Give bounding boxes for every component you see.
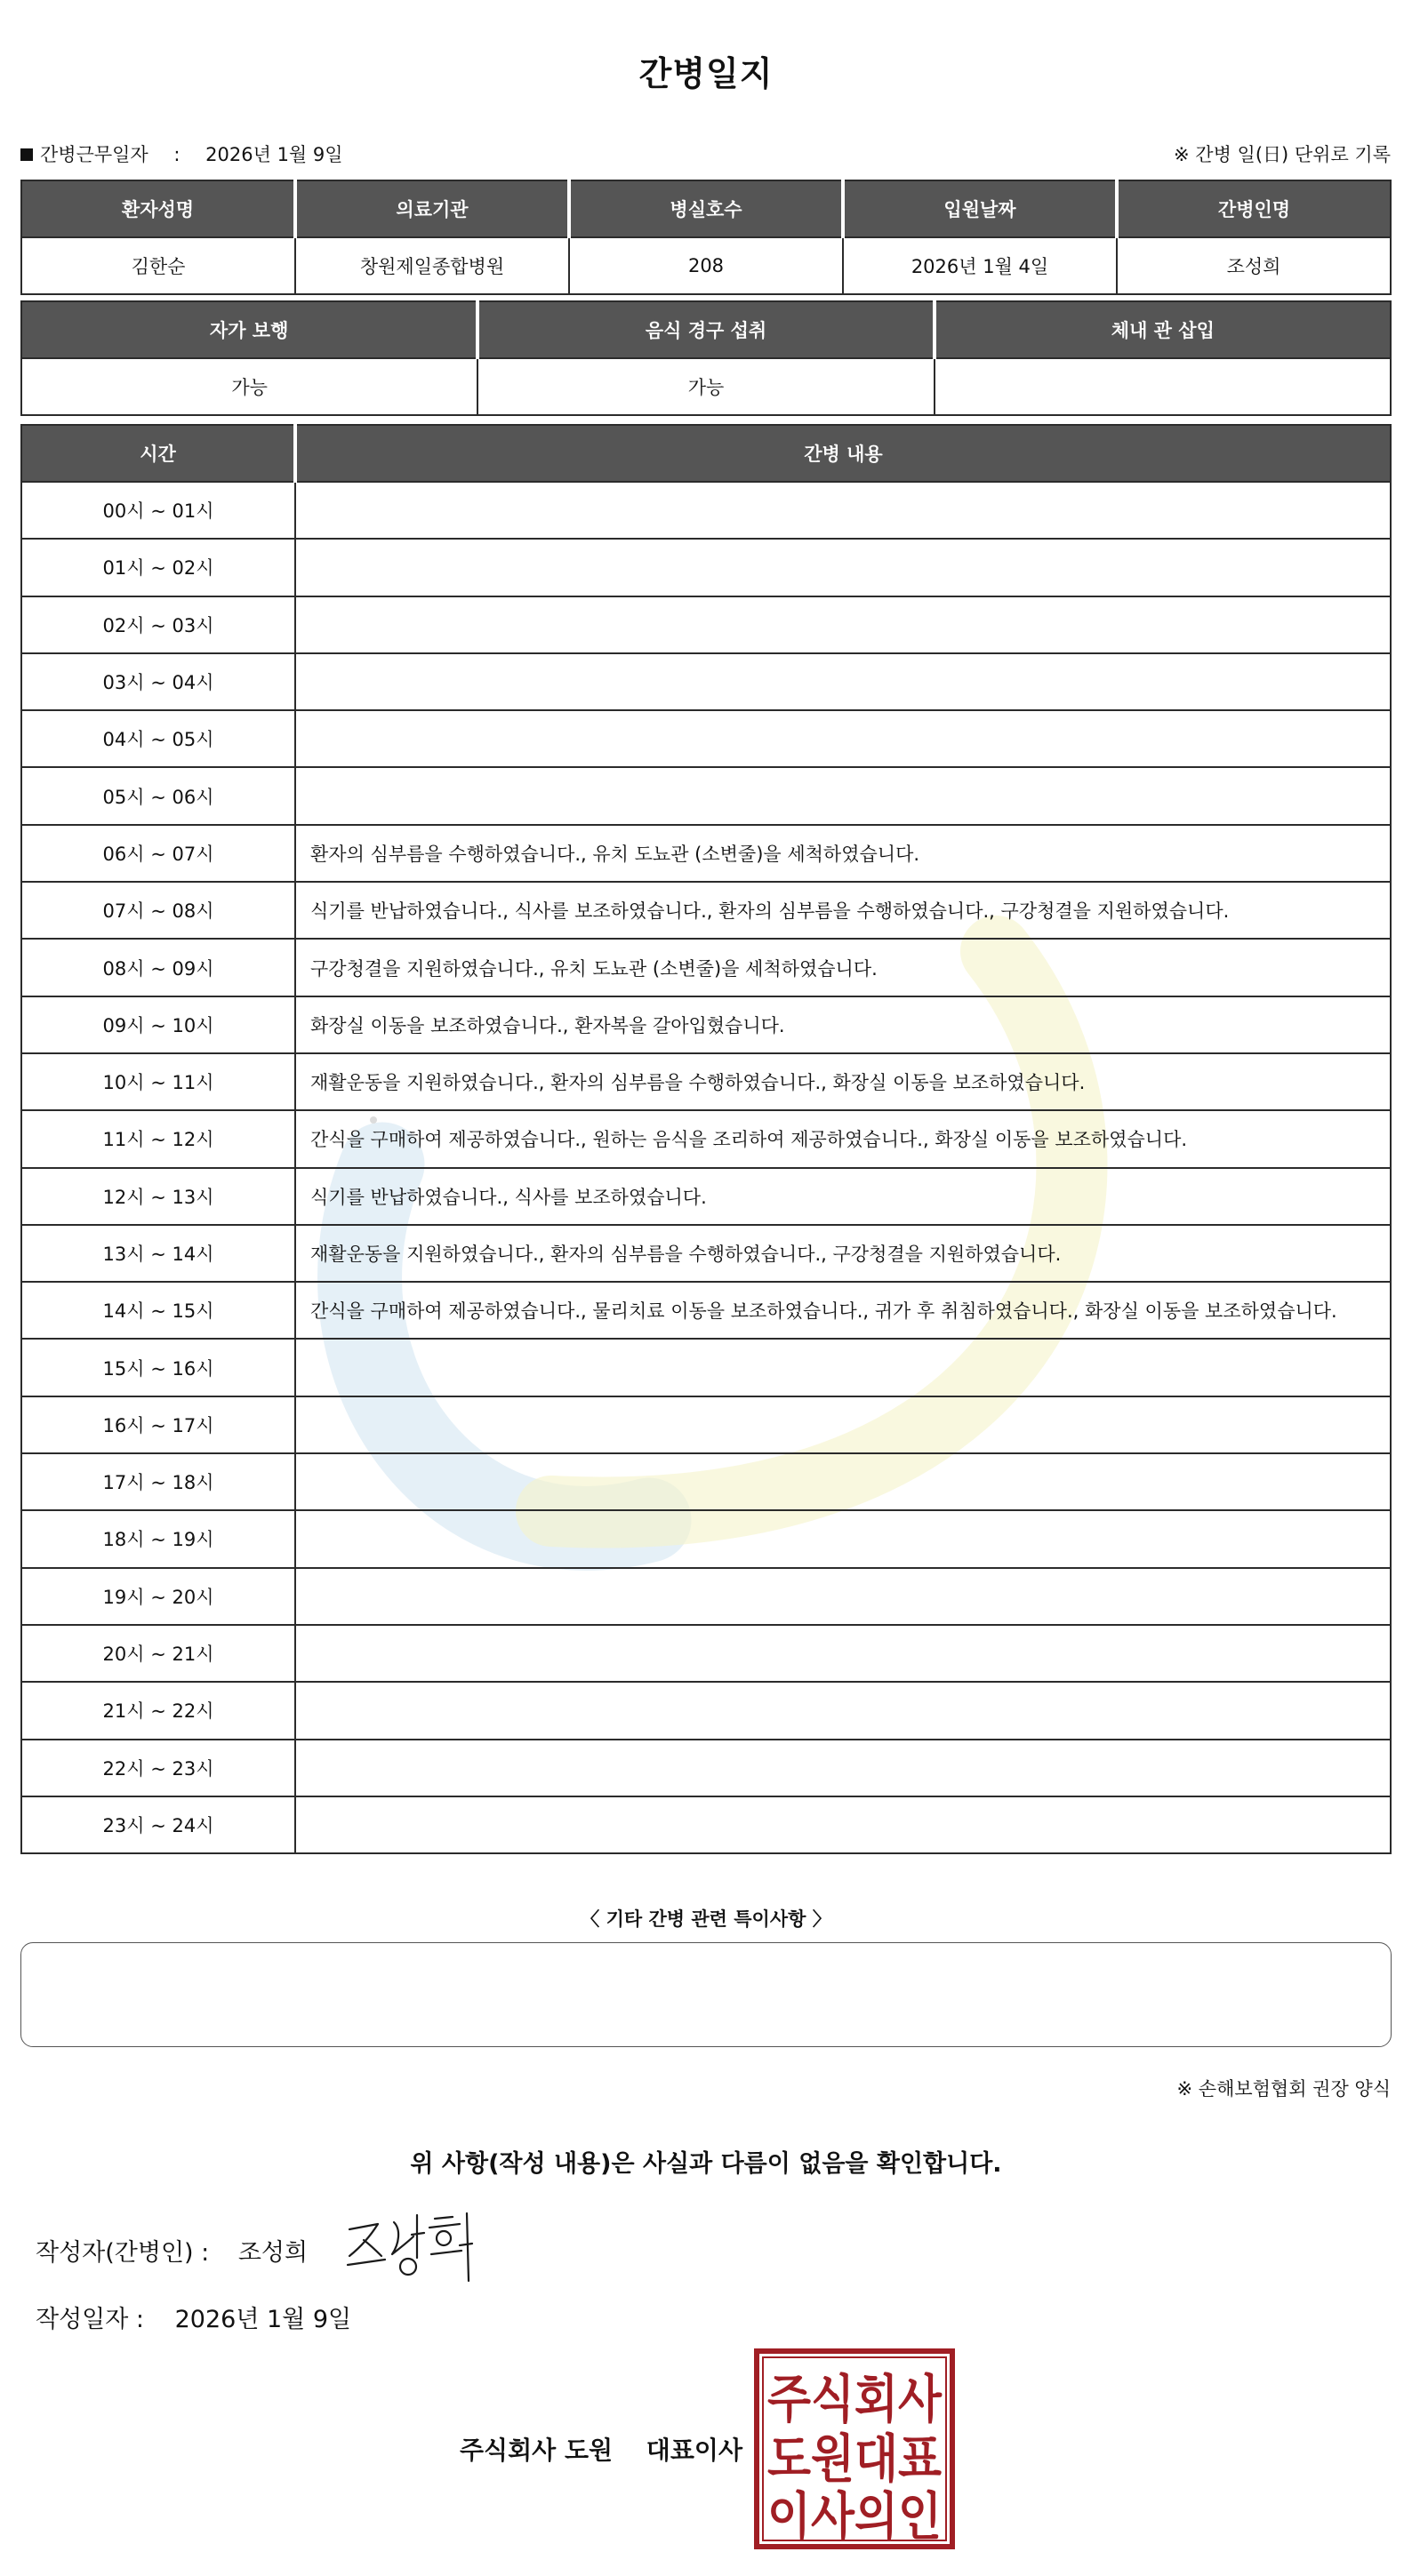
care-log-row — [21, 1453, 1391, 1510]
care-log-content: 식기를 반납하였습니다., 식사를 보조하였습니다. — [295, 1168, 1391, 1225]
care-log-row — [21, 710, 1391, 767]
care-log-time: 10시 ~ 11시 — [21, 1053, 295, 1110]
remarks-title: 〈 기타 간병 관련 특이사항 〉 — [581, 1908, 831, 1930]
patient-info-header-row — [21, 180, 1391, 237]
tube-insertion-value — [935, 358, 1391, 415]
care-log-content — [295, 1396, 1391, 1453]
care-log-row — [21, 939, 1391, 996]
write-date-label: 작성일자 : — [36, 2306, 145, 2333]
care-log-time: 19시 ~ 20시 — [21, 1568, 295, 1625]
work-date-value: 2026년 1월 9일 — [205, 144, 343, 165]
care-log-row — [21, 1053, 1391, 1110]
header-oral-intake: 음식 경구 섭취 — [477, 301, 934, 358]
care-log-table — [20, 424, 1392, 1854]
daily-record-note: ※ 간병 일(日) 단위로 기록 — [1174, 144, 1391, 165]
care-log-time: 05시 ~ 06시 — [21, 767, 295, 824]
care-log-time: 15시 ~ 16시 — [21, 1339, 295, 1396]
care-log-time: 04시 ~ 05시 — [21, 710, 295, 767]
care-log-content — [295, 1796, 1391, 1853]
care-log-content: 재활운동을 지원하였습니다., 환자의 심부름을 수행하였습니다., 화장실 이동을 보조하였습니다. — [295, 1053, 1391, 1110]
care-log-row — [21, 482, 1391, 539]
care-log-content: 간식을 구매하여 제공하였습니다., 물리치료 이동을 보조하였습니다., 귀가 후 취침하였습니다., 화장실 이동을 보조하였습니다. — [295, 1282, 1391, 1339]
header-self-walking: 자가 보행 — [21, 301, 477, 358]
care-log-time: 13시 ~ 14시 — [21, 1225, 295, 1282]
care-log-content — [295, 653, 1391, 710]
company-title: 대표이사 — [646, 2436, 742, 2465]
care-log-row — [21, 1568, 1391, 1625]
care-log-header-row — [21, 425, 1391, 482]
write-date-line — [36, 2300, 351, 2334]
patient-status-value-row — [21, 358, 1391, 415]
page-title: 간병일지 — [638, 54, 774, 93]
seal-line-1: 주식회사 — [767, 2369, 943, 2429]
writer-label: 작성자(간병인) : — [36, 2239, 210, 2267]
association-note: ※ 손해보험협회 권장 양식 — [1176, 2078, 1391, 2100]
care-log-time: 14시 ~ 15시 — [21, 1282, 295, 1339]
care-log-row — [21, 1510, 1391, 1567]
care-log-row — [21, 1625, 1391, 1682]
care-log-row — [21, 825, 1391, 882]
writer-line — [36, 2233, 308, 2268]
care-log-row — [21, 539, 1391, 596]
confirmation-statement: 위 사항(작성 내용)은 사실과 다름이 없음을 확인합니다. — [410, 2150, 1002, 2178]
care-log-time: 16시 ~ 17시 — [21, 1396, 295, 1453]
care-log-content: 화장실 이동을 보조하였습니다., 환자복을 갈아입혔습니다. — [295, 996, 1391, 1053]
care-log-content: 식기를 반납하였습니다., 식사를 보조하였습니다., 환자의 심부름을 수행하였습니다., 구강청결을 지원하였습니다. — [295, 882, 1391, 939]
care-log-content — [295, 482, 1391, 539]
care-log-content — [295, 1740, 1391, 1796]
work-date-line — [20, 140, 343, 167]
care-log-time: 20시 ~ 21시 — [21, 1625, 295, 1682]
care-log-content — [295, 539, 1391, 596]
care-log-time: 11시 ~ 12시 — [21, 1110, 295, 1167]
care-log-time: 17시 ~ 18시 — [21, 1453, 295, 1510]
admission-date-value: 2026년 1월 4일 — [843, 237, 1117, 294]
header-time: 시간 — [21, 425, 295, 482]
care-log-content — [295, 1453, 1391, 1510]
care-log-row — [21, 1282, 1391, 1339]
care-log-row — [21, 1796, 1391, 1853]
header-hospital: 의료기관 — [295, 180, 569, 237]
patient-status-header-row — [21, 301, 1391, 358]
patient-info-table — [20, 180, 1392, 295]
care-log-time: 12시 ~ 13시 — [21, 1168, 295, 1225]
care-log-content — [295, 767, 1391, 824]
seal-line-2: 도원대표 — [767, 2428, 942, 2489]
care-log-time: 18시 ~ 19시 — [21, 1510, 295, 1567]
patient-name-value: 김한순 — [21, 237, 295, 294]
care-log-content: 환자의 심부름을 수행하였습니다., 유치 도뇨관 (소변줄)을 세척하였습니다. — [295, 825, 1391, 882]
work-date-label: 간병근무일자 — [40, 144, 148, 165]
header-caregiver-name: 간병인명 — [1117, 180, 1391, 237]
header-tube-insertion: 체내 관 삽입 — [935, 301, 1391, 358]
care-log-row — [21, 882, 1391, 939]
care-log-content — [295, 710, 1391, 767]
care-log-content — [295, 1682, 1391, 1739]
care-log-content — [295, 596, 1391, 653]
care-log-row — [21, 996, 1391, 1053]
care-log-time: 00시 ~ 01시 — [21, 482, 295, 539]
header-room-number: 병실호수 — [569, 180, 843, 237]
care-log-time: 23시 ~ 24시 — [21, 1796, 295, 1853]
company-seal-stamp — [753, 2348, 956, 2550]
care-log-row — [21, 1168, 1391, 1225]
care-log-content: 구강청결을 지원하였습니다., 유치 도뇨관 (소변줄)을 세척하였습니다. — [295, 939, 1391, 996]
company-name: 주식회사 도원 — [460, 2436, 614, 2465]
room-number-value: 208 — [569, 237, 843, 294]
square-bullet-icon — [20, 148, 33, 161]
care-log-content — [295, 1625, 1391, 1682]
care-log-row — [21, 767, 1391, 824]
remarks-box — [20, 1942, 1392, 2047]
care-log-content: 간식을 구매하여 제공하였습니다., 원하는 음식을 조리하여 제공하였습니다., 화장실 이동을 보조하였습니다. — [295, 1110, 1391, 1167]
care-log-row — [21, 1396, 1391, 1453]
care-log-row — [21, 1682, 1391, 1739]
care-log-content — [295, 1510, 1391, 1567]
care-log-time: 09시 ~ 10시 — [21, 996, 295, 1053]
header-care-content: 간병 내용 — [295, 425, 1391, 482]
hospital-value: 창원제일종합병원 — [295, 237, 569, 294]
care-log-row — [21, 1740, 1391, 1796]
care-log-time: 03시 ~ 04시 — [21, 653, 295, 710]
oral-intake-value: 가능 — [477, 358, 934, 415]
care-log-time: 02시 ~ 03시 — [21, 596, 295, 653]
care-log-content — [295, 1568, 1391, 1625]
care-log-time: 08시 ~ 09시 — [21, 939, 295, 996]
work-date-colon: : — [173, 144, 181, 165]
writer-name: 조성희 — [237, 2239, 309, 2267]
care-log-content — [295, 1339, 1391, 1396]
care-log-row — [21, 1225, 1391, 1282]
care-log-row — [21, 1110, 1391, 1167]
care-log-time: 07시 ~ 08시 — [21, 882, 295, 939]
header-patient-name: 환자성명 — [21, 180, 295, 237]
write-date-value: 2026년 1월 9일 — [174, 2306, 352, 2333]
care-log-row — [21, 653, 1391, 710]
care-log-row — [21, 1339, 1391, 1396]
care-log-row — [21, 596, 1391, 653]
header-admission-date: 입원날짜 — [843, 180, 1117, 237]
company-line — [460, 2431, 742, 2467]
care-log-time: 01시 ~ 02시 — [21, 539, 295, 596]
patient-status-table — [20, 300, 1392, 416]
patient-info-value-row — [21, 237, 1391, 294]
self-walking-value: 가능 — [21, 358, 477, 415]
caregiver-name-value: 조성희 — [1117, 237, 1391, 294]
care-log-time: 22시 ~ 23시 — [21, 1740, 295, 1796]
care-log-time: 21시 ~ 22시 — [21, 1682, 295, 1739]
care-log-time: 06시 ~ 07시 — [21, 825, 295, 882]
seal-line-3: 이사의인 — [767, 2486, 942, 2547]
care-log-content: 재활운동을 지원하였습니다., 환자의 심부름을 수행하였습니다., 구강청결을 지원하였습니다. — [295, 1225, 1391, 1282]
handwritten-signature — [342, 2203, 480, 2287]
